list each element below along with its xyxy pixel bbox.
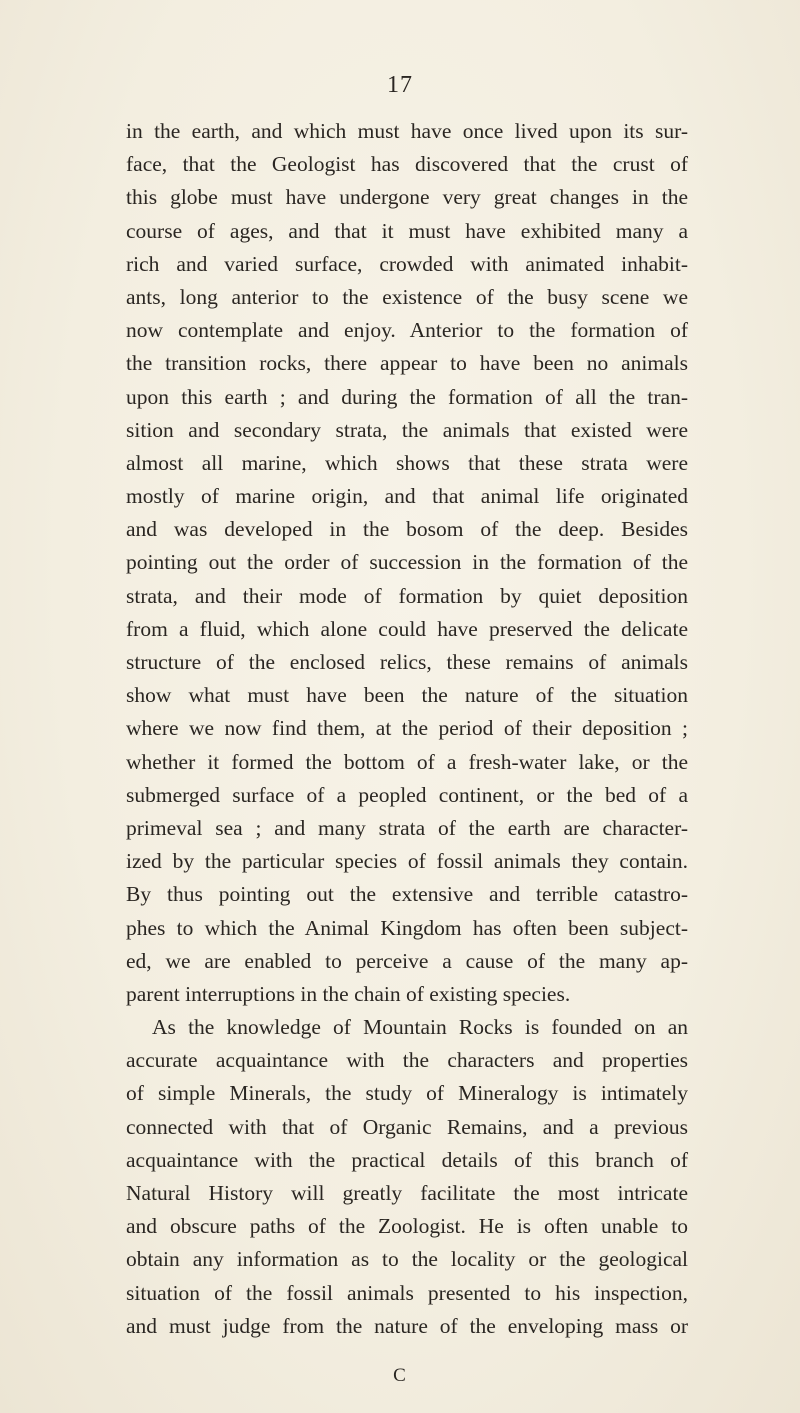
text-line: upon this earth ; and during the formation of all the tran- bbox=[126, 384, 688, 409]
text-line: face, that the Geologist has discovered that the crust of bbox=[126, 152, 688, 177]
text-line: show what must have been the nature of the situation bbox=[126, 683, 688, 708]
text-line: and obscure paths of the Zoologist. He is often unable to bbox=[126, 1214, 688, 1239]
text-line: almost all marine, which shows that these strata were bbox=[126, 450, 688, 475]
body-text bbox=[126, 115, 688, 1343]
text-line: parent interruptions in the chain of existing species. bbox=[126, 981, 571, 1006]
text-line: structure of the enclosed relics, these remains of animals bbox=[126, 650, 688, 674]
text-line: where we now find them, at the period of their deposition ; bbox=[126, 716, 688, 741]
text-line: ants, long anterior to the existence of the busy scene we bbox=[126, 284, 688, 309]
text-line: now contemplate and enjoy. Anterior to the formation of bbox=[126, 318, 688, 343]
text-line: situation of the fossil animals presented to his inspection, bbox=[126, 1280, 688, 1305]
text-line: in the earth, and which must have once lived upon its sur- bbox=[126, 119, 688, 143]
text-line: As the knowledge of Mountain Rocks is founded on an bbox=[152, 1015, 688, 1040]
text-line: acquaintance with the practical details of this branch of bbox=[126, 1147, 688, 1172]
text-line: ized by the particular species of fossil animals they contain. bbox=[126, 849, 688, 874]
text-line: Natural History will greatly facilitate the most intricate bbox=[126, 1181, 688, 1205]
text-line: accurate acquaintance with the characters and properties bbox=[126, 1048, 688, 1073]
text-line: sition and secondary strata, the animals that existed were bbox=[126, 417, 688, 442]
text-line: By thus pointing out the extensive and terrible catastro- bbox=[126, 882, 688, 907]
text-line: submerged surface of a peopled continent, or the bed of a bbox=[126, 782, 688, 807]
text-line: whether it formed the bottom of a fresh-water lake, or the bbox=[126, 749, 688, 774]
text-line: primeval sea ; and many strata of the earth are character- bbox=[126, 815, 688, 840]
text-line: strata, and their mode of formation by quiet deposition bbox=[126, 583, 688, 608]
text-line: mostly of marine origin, and that animal life originated bbox=[126, 484, 688, 509]
text-line: and must judge from the nature of the enveloping mass or bbox=[126, 1313, 688, 1338]
signature-mark: C bbox=[393, 1365, 407, 1386]
text-line: pointing out the order of succession in the formation of the bbox=[126, 550, 688, 575]
text-line: this globe must have undergone very great changes in the bbox=[126, 185, 688, 210]
text-line: of simple Minerals, the study of Mineralogy is intimately bbox=[126, 1081, 688, 1106]
text-line: and was developed in the bosom of the deep. Besides bbox=[126, 517, 688, 542]
page-number: 17 bbox=[387, 72, 413, 98]
text-line: course of ages, and that it must have exhibited many a bbox=[126, 218, 688, 243]
text-line: from a fluid, which alone could have preserved the delicate bbox=[126, 616, 688, 641]
text-line: connected with that of Organic Remains, and a previous bbox=[126, 1114, 688, 1139]
text-line: the transition rocks, there appear to have been no animals bbox=[126, 351, 688, 376]
text-line: phes to which the Animal Kingdom has often been subject- bbox=[126, 915, 688, 940]
text-line: rich and varied surface, crowded with animated inhabit- bbox=[126, 251, 688, 276]
text-line: obtain any information as to the locality or the geological bbox=[126, 1247, 688, 1272]
text-line: ed, we are enabled to perceive a cause of the many ap- bbox=[126, 948, 688, 973]
